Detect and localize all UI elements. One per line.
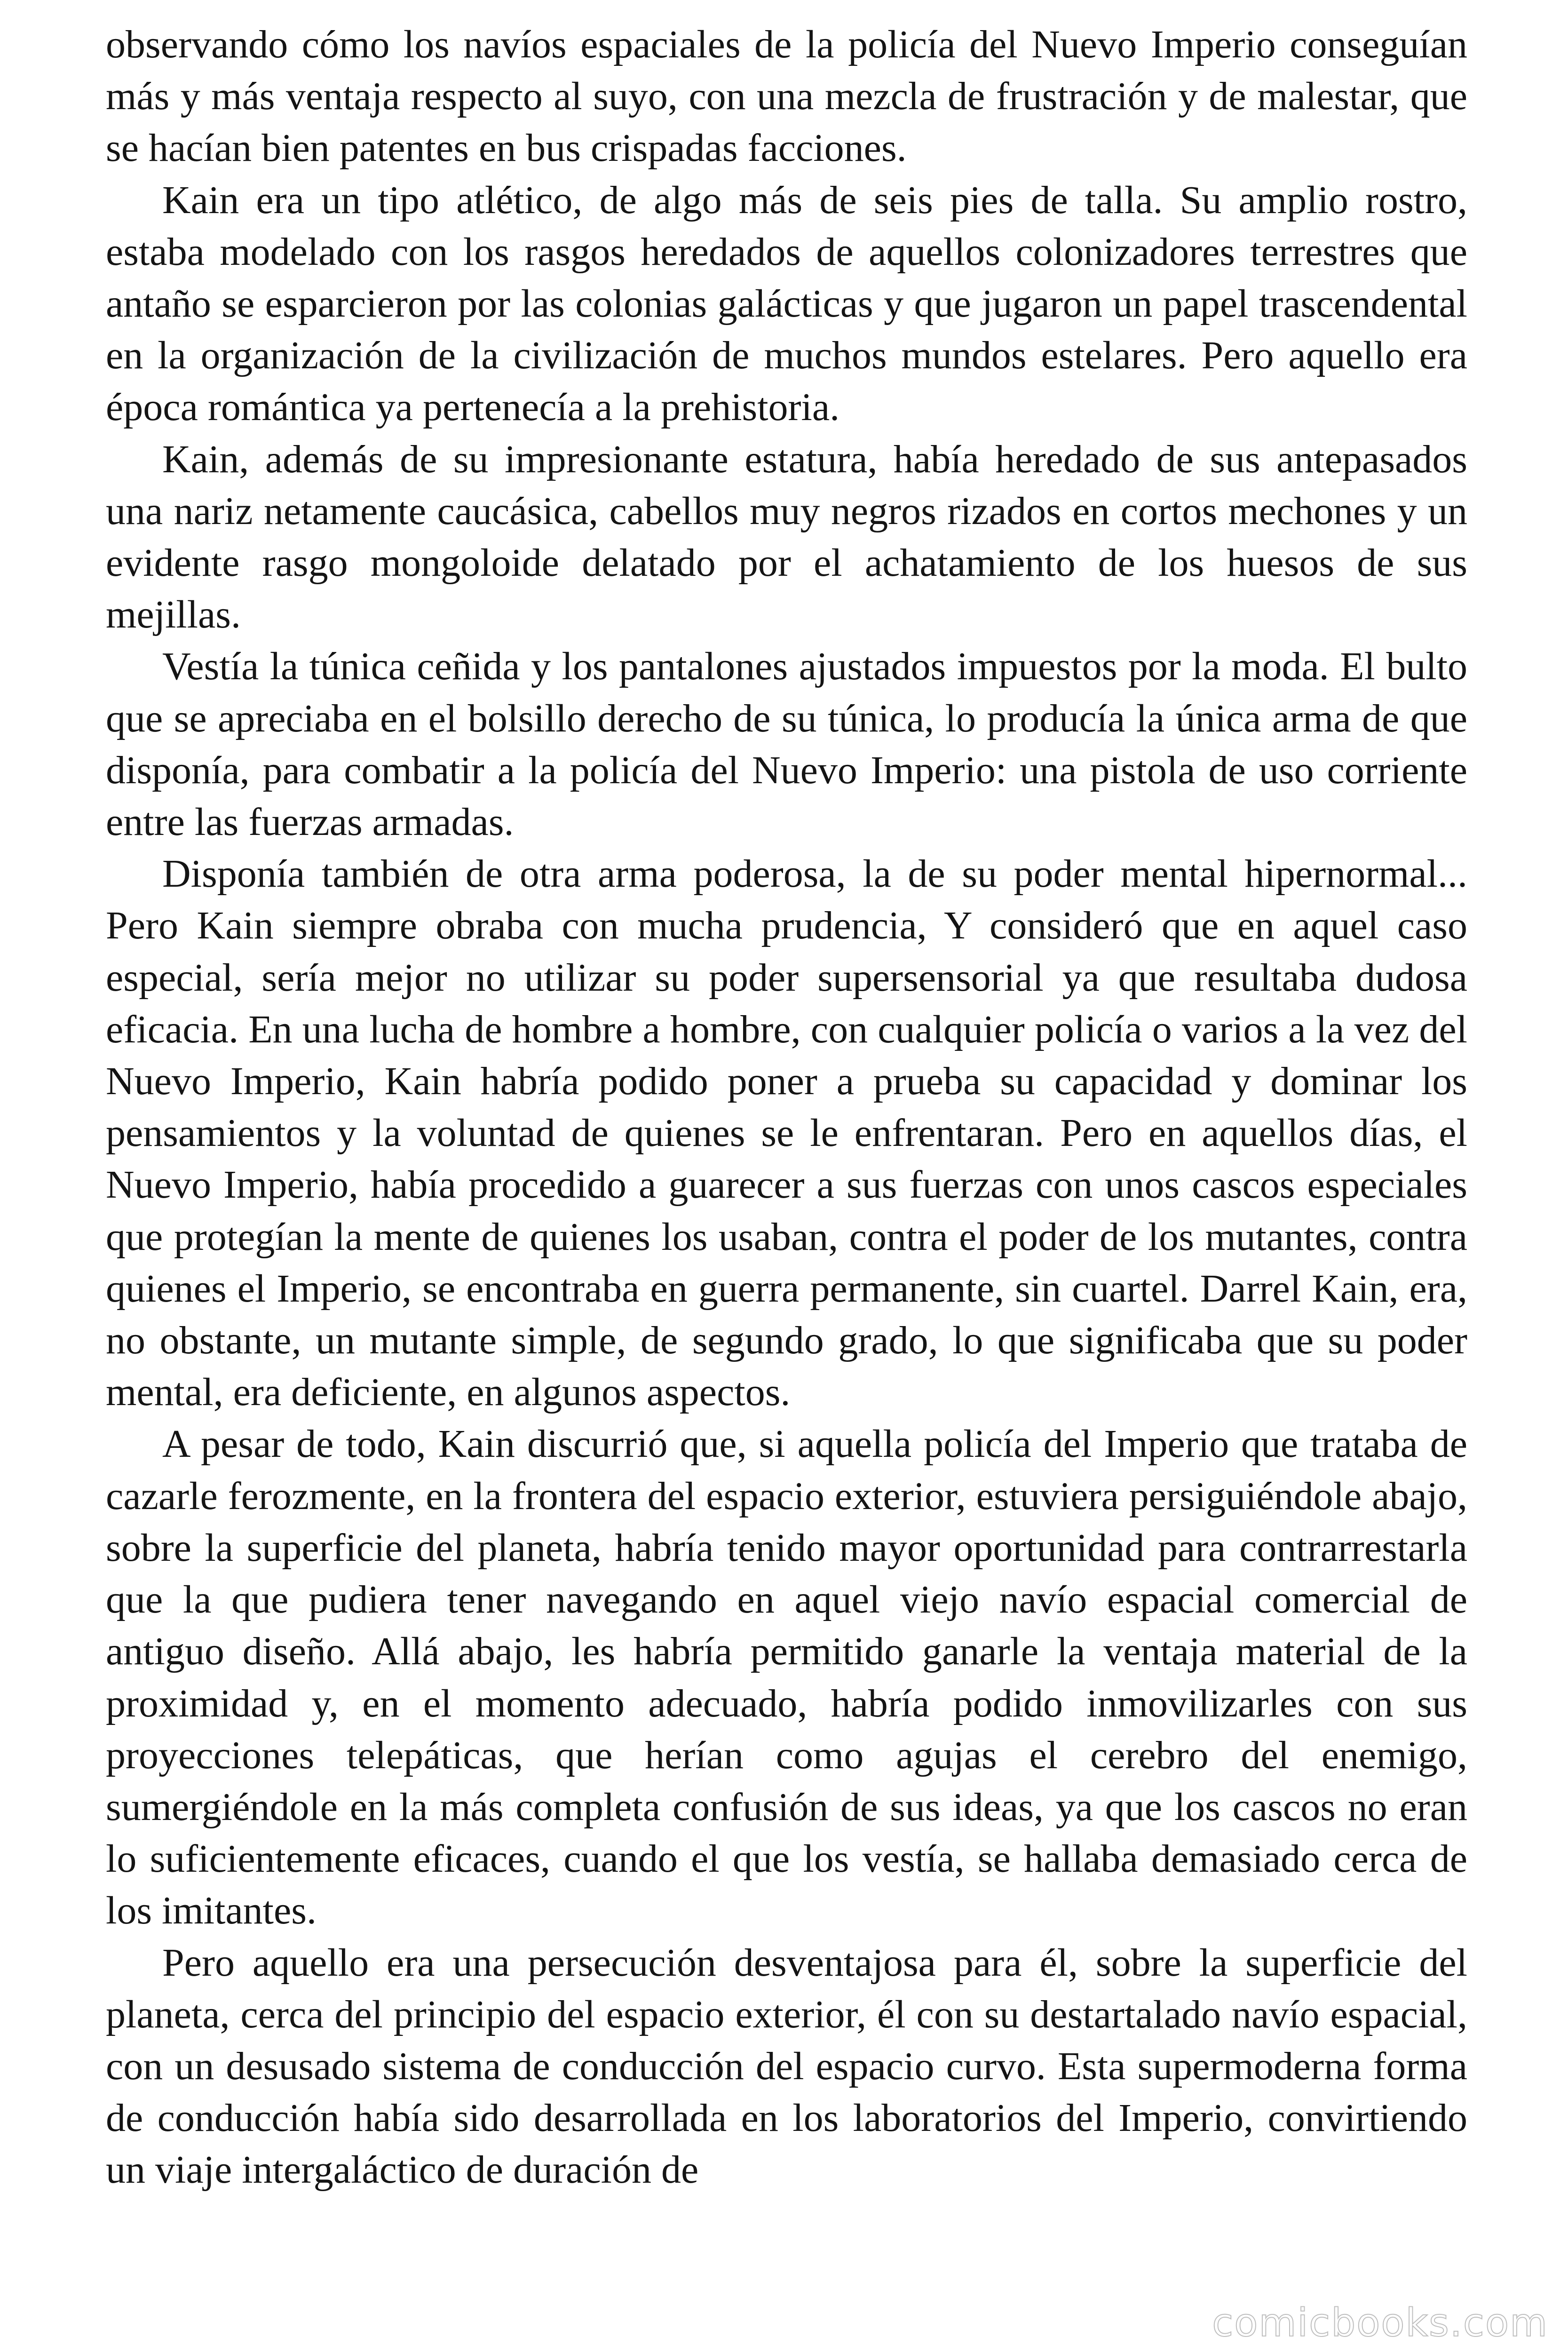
paragraph-1: observando cómo los navíos espaciales de la policía del Nuevo Imperio conseguían más y más ventaja respecto al suyo, con una mezcla de frustración y de malestar, que se hacían bien patentes en bus crispadas facciones.: [106, 23, 1467, 170]
paragraph-4: Vestía la túnica ceñida y los pantalones ajustados impuestos por la moda. El bulto que se apreciaba en el bolsillo derecho de su túnica, lo producía la única arma de que disponía, para combatir a la policía del Nuevo Imperio: una pistola de uso corriente entre las fuerzas armadas.: [106, 644, 1467, 844]
paragraph-6: A pesar de todo, Kain discurrió que, si aquella policía del Imperio que trataba de cazarle ferozmente, en la frontera del espacio exterior, estuviera persiguiéndole abajo, sobre la superficie del planeta, habría tenido mayor oportunidad para contrarrestarla que la que pudiera tener navegando en aquel viejo navío espacial comercial de antiguo diseño. Allá abajo, les habría permitido ganarle la ventaja material de la proximidad y, en el momento adecuado, habría podido inmovilizarles con sus proyecciones telepáticas, que herían como agujas el cerebro del enemigo, sumergiéndole en la más completa confusión de sus ideas, ya que los cascos no eran lo suficientemente eficaces, cuando el que los vestía, se hallaba demasiado cerca de los imitantes.: [106, 1422, 1467, 1933]
paragraph-2: Kain era un tipo atlético, de algo más de seis pies de talla. Su amplio rostro, estaba modelado con los rasgos heredados de aquellos colonizadores terrestres que antaño se esparcieron por las colonias galácticas y que jugaron un papel trascendental en la organización de la civilización de muchos mundos estelares. Pero aquello era época romántica ya pertenecía a la prehistoria.: [106, 178, 1467, 429]
watermark: comicbooks.com: [1212, 2301, 1548, 2345]
paragraph-5: Disponía también de otra arma poderosa, la de su poder mental hipernormal... Pero Kain siempre obraba con mucha prudencia, Y consideró que en aquel caso especial, sería mejor no utilizar su poder supersensorial ya que resultaba dudosa eficacia. En una lucha de hombre a hombre, con cualquier policía o varios a la vez del Nuevo Imperio, Kain habría podido poner a prueba su capacidad y dominar los pensamientos y la voluntad de quienes se le enfrentaran. Pero en aquellos días, el Nuevo Imperio, había procedido a guarecer a sus fuerzas con unos cascos especiales que protegían la mente de quienes los usaban, contra el poder de los mutantes, contra quienes el Imperio, se encontraba en guerra permanente, sin cuartel. Darrel Kain, era, no obstante, un mutante simple, de segundo grado, lo que significaba que su poder mental, era deficiente, en algunos aspectos.: [106, 852, 1467, 1414]
paragraph-7: Pero aquello era una persecución desventajosa para él, sobre la superficie del planeta, cerca del principio del espacio exterior, él con su destartalado navío espacial, con un desusado sistema de conducción del espacio curvo. Esta supermoderna forma de conducción había sido desarrollada en los laboratorios del Imperio, convirtiendo un viaje intergaláctico de duración de: [106, 1940, 1467, 2192]
paragraph-3: Kain, además de su impresionante estatura, había heredado de sus antepasados una nariz netamente caucásica, cabellos muy negros rizados en cortos mechones y un evidente rasgo mongoloide delatado por el achatamiento de los huesos de sus mejillas.: [106, 437, 1467, 637]
document-page: [106, 19, 1467, 2196]
